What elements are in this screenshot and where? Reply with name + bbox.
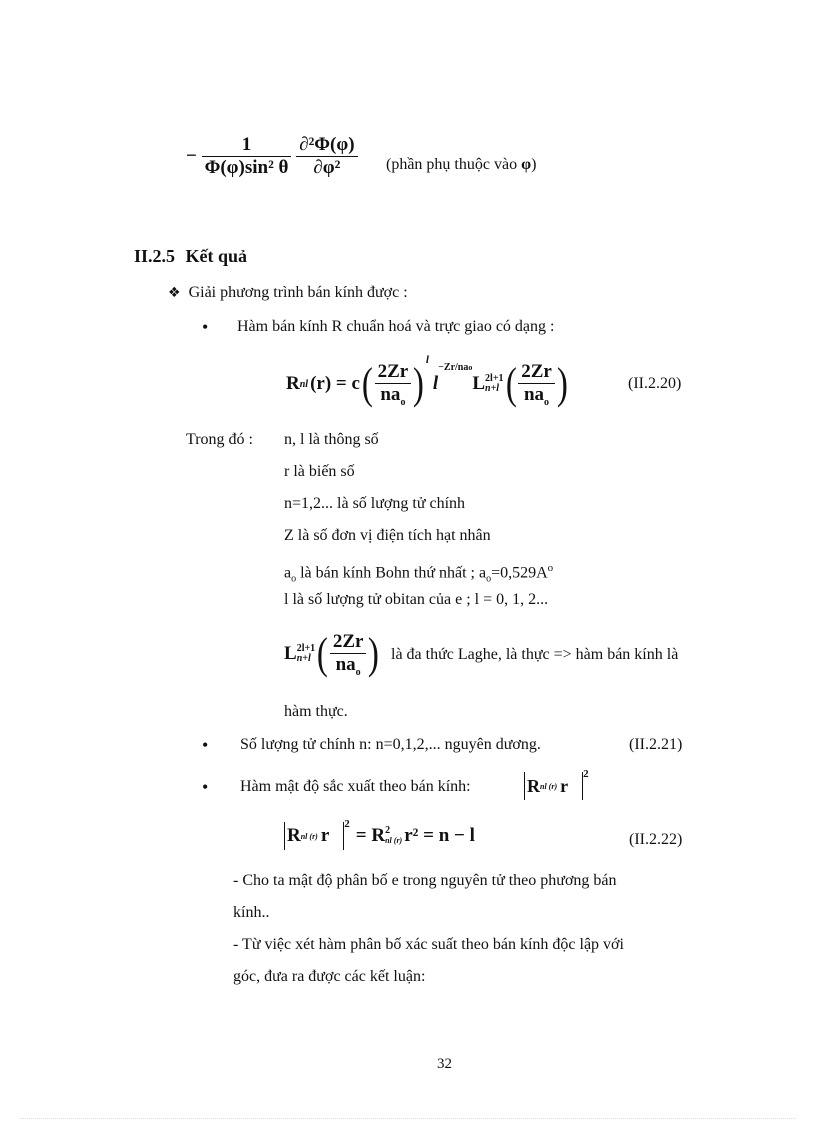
label-ii-2-21: (II.2.21) — [629, 736, 683, 753]
bullet-2 — [202, 735, 208, 757]
minus-sign: − — [186, 145, 197, 167]
bullet-3-formula: R nl (r) r 2 — [524, 772, 589, 800]
section-title: Kết quả — [185, 246, 248, 266]
equation-ii-2-22: R nl (r) r 2 = R 2 nl (r) r² = n − l — [284, 822, 475, 850]
bullet-3-text: Hàm mật độ sắc xuất theo bán kính: — [240, 778, 471, 795]
diamond-bullet-icon: ❖ — [168, 285, 181, 301]
where-line-5: $a_o$ là bán kính Bohn thứ nhất ; $a_o=0,529A^o$ — [284, 562, 554, 585]
where-line-2: r là biến số — [284, 463, 355, 480]
where-line-3: n=1,2... là số lượng tử chính — [284, 495, 466, 512]
section-heading — [134, 246, 247, 267]
fraction-2: $\frac{\text{∂²Φ(φ)}}{\text{∂φ²}}$ — [296, 134, 357, 179]
page-bottom-divider — [20, 1118, 796, 1119]
laguerre-continuation: hàm thực. — [284, 703, 348, 720]
where-line-4: Z là số đơn vị điện tích hạt nhân — [284, 527, 491, 544]
equation-ii-2-20: R nl (r) = c ( $\frac{2Zr}{na_o}$ ) l l −Zr/nao L 2l+1 n+l ( $\frac{2Zr}{na_o}$ ) — [286, 354, 568, 408]
phi-note: (phần phụ thuộc vào φ) — [386, 156, 537, 173]
conclusion-1-line-1: - Cho ta mật độ phân bố e trong nguyên tử theo phương bán — [233, 872, 617, 889]
label-ii-2-20: (II.2.20) — [628, 375, 682, 392]
page-number: 32 — [437, 1056, 452, 1072]
bullet-3 — [202, 777, 208, 799]
bullet-1-text: Hàm bán kính R chuẩn hoá và trực giao có dạng : — [237, 318, 555, 335]
bullet-1 — [202, 317, 208, 339]
bullet-dot-icon: • — [202, 777, 209, 797]
laguerre-text: là đa thức Laghe, là thực => hàm bán kính là — [391, 646, 679, 663]
conclusion-1-line-2: kính.. — [233, 904, 270, 921]
where-line-6: l là số lượng tử obitan của e ; l = 0, 1, 2... — [284, 591, 549, 608]
where-lead: Trong đó : — [186, 431, 253, 448]
label-ii-2-22: (II.2.22) — [629, 831, 683, 848]
where-line-1: n, l là thông số — [284, 431, 379, 448]
conclusion-2-line-1: - Từ việc xét hàm phân bố xác suất theo bán kính độc lập với — [233, 936, 624, 953]
section-number: II.2.5 — [134, 246, 176, 266]
fraction-1: $\frac{1}{\text{Φ(φ)sin² θ}}$ — [202, 134, 292, 179]
conclusion-2-line-2: góc, đưa ra được các kết luận: — [233, 968, 426, 985]
bullet-dot-icon: • — [202, 735, 209, 755]
laguerre-symbol: L 2l+1 n+l ( $\frac{2Zr}{na_o}$ ) — [284, 629, 380, 678]
bullet-2-text: Số lượng tử chính n: n=0,1,2,... nguyên dương. — [240, 736, 541, 753]
radial-item: ❖ Giải phương trình bán kính được : — [168, 284, 408, 301]
equation-phi — [186, 134, 358, 179]
bullet-dot-icon: • — [202, 317, 209, 337]
